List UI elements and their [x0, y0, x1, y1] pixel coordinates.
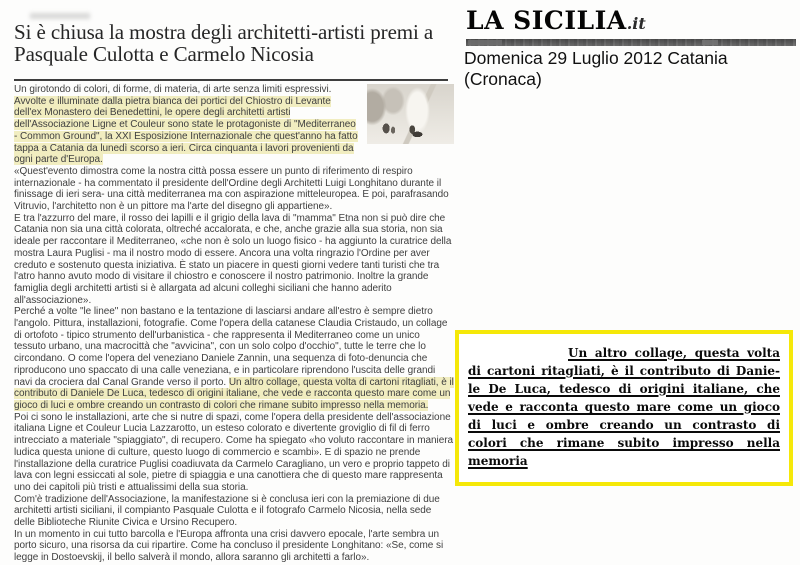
paragraph-text: Perché a volte "le linee" non bastano e la tentazione di lasciarsi andare all'estro è sempre dietro l'angolo. Pittura, installazioni, fotografie. Come l'opera della catanese Claudia Cristaudo, un collage di ortofoto - tipico strumento dell'urbanistica - che rappresenta il Mediterraneo come un unico tessuto urbano, una macrocittà che "avvicina", con un solo colpo d'occhio", tutte le terre che lo circondano. O come l'opera del veneziano Daniele Zannin, una sequenza di foto-denuncia che riproducono uno spaccato di una calle veneziana, e in particolare riprendono l'uscita delle grandi navi da crociera dal Canal Grande verso il porto.	[14, 306, 448, 388]
paragraph-text: E tra l'azzurro del mare, il rosso dei lapilli e il grigio della lava di "mamma" Etna non si può dire che Catania non sia una città colorata, oltreché accalorata, e che, anche grazie alla sua storia, non sia ideale per raccontare il Mediterraneo, «che non è solo un luogo fisico - ha aggiunto la curatrice della mostra Laura Puglisi - ma il nostro modo di essere. Ancora una volta ringrazio l'Ordine per aver creduto e sostenuto questa iniziativa. È stato un piacere in questi giorni vedere tanti turisti che tra l'atro hanno avuto modo di visitare il chiostro e conoscere il nostro patrimonio. Inoltre la grande famiglia degli architetti artisti si è allargata ad alcuni colleghi siciliani che hanno aderito all'associazione».	[14, 212, 452, 306]
article-paragraph	[14, 306, 454, 411]
logo-text: LA SICILIA	[466, 6, 627, 35]
headline-divider-rule	[14, 79, 448, 81]
callout-line: le De Luca, tedesco di origini italiane, che	[468, 382, 780, 396]
article-paragraph	[14, 494, 454, 529]
highlighted-text: Avvolte e illuminate dalla pietra bianca dei portici del Chiostro di Levante dell'ex Monastero dei Benedettini, le opere degli architetti artisti dell'Associazione Ligne et Couleur sono state le protagoniste di "Mediterraneo - Common Ground", la XXI Esposizione Internazionale che quest'anno ha fatto tappa a Catania da lunedì scorso a ieri. Circa cinquanta i lavori provenienti da ogni parte d'Europa.	[14, 95, 358, 166]
callout-line: di luci e ombre creando un contrasto di	[468, 418, 780, 432]
article-paragraph	[14, 412, 454, 494]
dateline: Domenica 29 Luglio 2012 Catania (Cronaca)	[464, 48, 728, 89]
callout-line: memoria	[468, 454, 528, 468]
paragraph-text: «Quest'evento dimostra come la nostra città possa essere un punto di riferimento di respiro internazionale - ha commentato il presidente dell'Ordine degli Architetti Luigi Longhitano durante il finissage di ieri sera- una città mediterranea ma con aspirazione mitteleuropea. E poi, parafrasando Vitruvio, l'architetto non è un pittore ma l'arte del disegno gli appartiene».	[14, 165, 449, 213]
article-headline: Si è chiusa la mostra degli architetti-artisti premi a Pasquale Culotta e Carmelo Nicosia	[14, 20, 434, 66]
paragraph-text: In un momento in cui tutto barcolla e l'Europa affronta una crisi davvero epocale, l'arte sembra un porto sicuro, una risorsa da cui ripartire. Come ha concluso il presidente Longhitano: «Se, come si legge in Dostoevskij, il bello salverà il mondo, allora saranno gli architetti a farlo».	[14, 528, 444, 564]
masthead-gray-bar	[466, 39, 796, 46]
article-paragraph	[14, 213, 454, 307]
masthead-logo	[466, 6, 646, 36]
paragraph-text: Un girotondo di colori, di forme, di materia, di arte senza limiti espressivi.	[14, 84, 332, 95]
logo-it-suffix: .it	[626, 14, 646, 33]
cloister-photo	[367, 84, 454, 144]
article-paragraph	[14, 166, 454, 213]
callout-line: vede e racconta questo mare come un gioco	[468, 400, 780, 414]
callout-line: colori che rimane subito impresso nella	[468, 436, 780, 450]
paragraph-text: Poi ci sono le installazioni, arte che si nutre di spazi, come l'opera della presidente dell'associazione italiana Ligne et Couleur Lucia Lazzarotto, un esteso colorato e divertente groviglio di fil di ferro intrecciato a materiale "spiaggiato", di recupero. Come ha spiegato «ho voluto raccontare in maniera ludica questa unione di culture, questo luogo di commercio e scambi». E di spazio ne prende l'installazione della curatrice Puglisi coadiuvata da Carmelo Caragliano, un vero e proprio tappeto di lava con legni essiccati al sole, pietre di spiaggia e una canottiera che di questo mare rappresenta uno dei capitoli più tristi e attualissimi della sua storia.	[14, 411, 454, 493]
article-paragraph	[14, 529, 454, 564]
faded-kicker-smudge	[30, 13, 90, 19]
paragraph-text: Com'è tradizione dell'Associazione, la manifestazione si è conclusa ieri con la premiazione di due architetti artisti siciliani, il compianto Pasquale Culotta e il fotografo Carmelo Nicosia, nella sede delle Biblioteche Riunite Civica e Ursino Recupero.	[14, 493, 440, 529]
callout-line: di cartoni ritagliati, è il contributo di Danie-	[468, 364, 780, 378]
article-body	[14, 84, 454, 564]
highlighted-text: Un altro collage, questa volta di cartoni ritagliati, è il contributo di Daniele De Luca, tedesco di origini italiane, che vede e racconta questo mare come un gioco di luci e ombre creando un contrasto di colori che rimane subito impresso nella memoria.	[14, 376, 454, 411]
callout-box	[455, 330, 793, 486]
callout-line: Un altro collage, questa volta	[568, 346, 780, 360]
